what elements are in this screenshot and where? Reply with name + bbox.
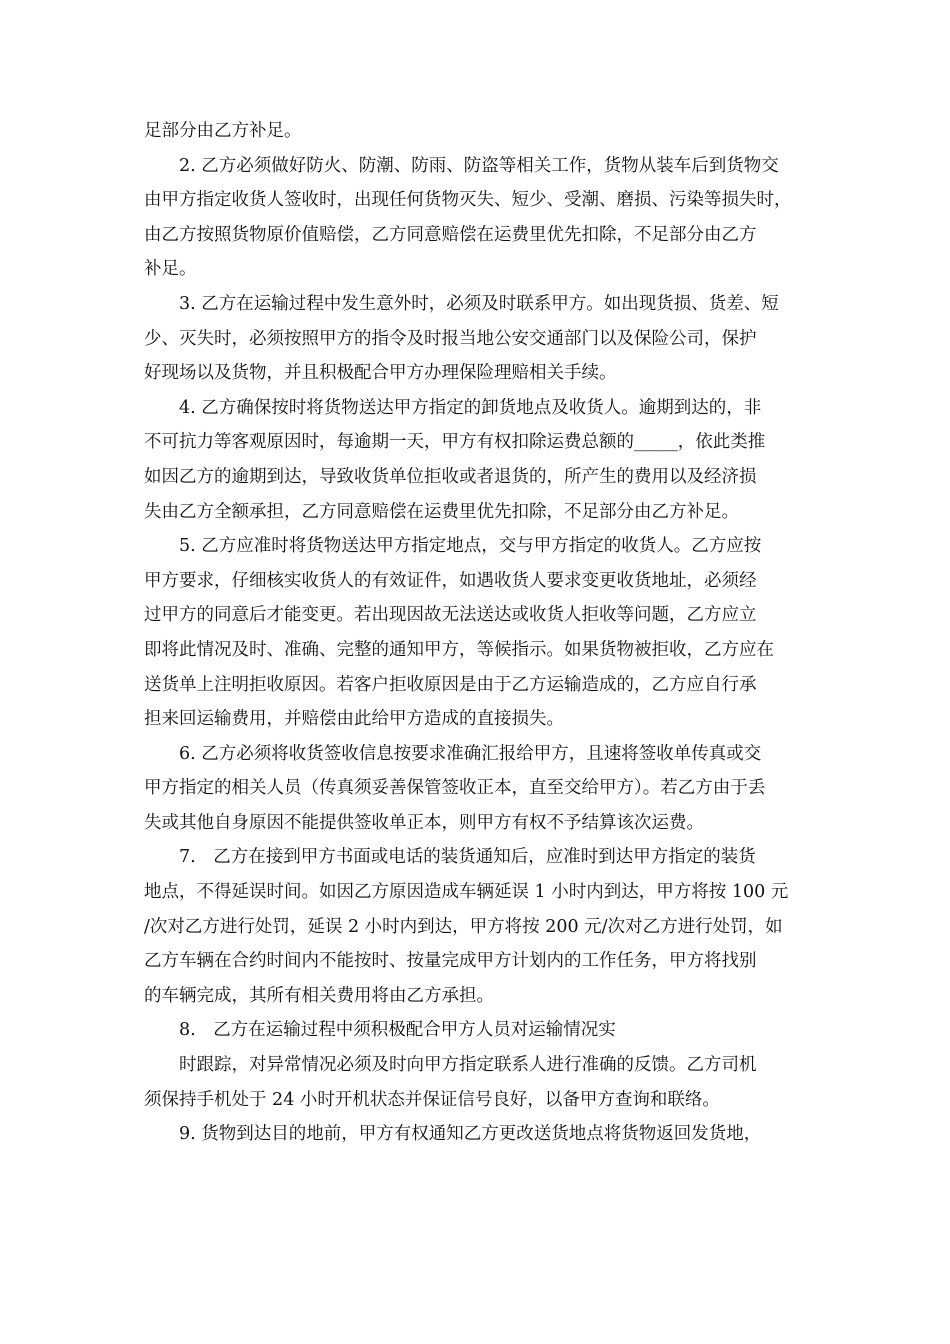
text-line: 过甲方的同意后才能变更。若出现因故无法送达或收货人拒收等问题，乙方应立 (144, 605, 757, 626)
text-line: 送货单上注明拒收原因。若客户拒收原因是由于乙方运输造成的，乙方应自行承 (144, 674, 757, 695)
text-line: 地点，不得延误时间。如因乙方原因造成车辆延误 1 小时内到达，甲方将按 100 元 (144, 882, 789, 903)
text-line: 的车辆完成，其所有相关费用将由乙方承担。 (144, 985, 494, 1006)
text-line: 担来回运输费用，并赔偿由此给甲方造成的直接损失。 (144, 709, 564, 730)
text-line: 须保持手机处于 24 小时开机状态并保证信号良好，以备甲方查询和联络。 (144, 1089, 720, 1110)
text-line: 时跟踪，对异常情况必须及时向甲方指定联系人进行准确的反馈。乙方司机 (179, 1055, 757, 1076)
text-line: 7. 乙方在接到甲方书面或电话的装货通知后，应准时到达甲方指定的装货 (179, 847, 756, 868)
text-line: 甲方指定的相关人员（传真须妥善保管签收正本，直至交给甲方）。若乙方由于丢 (144, 778, 766, 799)
text-line: 好现场以及货物，并且积极配合甲方办理保险理赔相关手续。 (144, 363, 617, 384)
text-line: 9. 货物到达目的地前，甲方有权通知乙方更改送货地点将货物返回发货地， (179, 1124, 762, 1145)
text-line: 补足。 (144, 259, 197, 280)
text-line: 足部分由乙方补足。 (144, 121, 302, 141)
text-line: /次对乙方进行处罚，延误 2 小时内到达，甲方将按 200 元/次对乙方进行处罚，如 (144, 916, 783, 937)
text-line: 3. 乙方在运输过程中发生意外时，必须及时联系甲方。如出现货损、货差、短 (179, 293, 779, 314)
text-line: 失由乙方全额承担，乙方同意赔偿在运费里优先扣除，不足部分由乙方补足。 (144, 501, 739, 522)
text-line: 少、灭失时，必须按照甲方的指令及时报当地公安交通部门以及保险公司，保护 (144, 328, 757, 349)
text-line: 乙方车辆在合约时间内不能按时、按量完成甲方计划内的工作任务，甲方将找别 (144, 951, 757, 972)
text-line: 如因乙方的逾期到达，导致收货单位拒收或者退货的，所产生的费用以及经济损 (144, 466, 757, 487)
text-line: 4. 乙方确保按时将货物送达甲方指定的卸货地点及收货人。逾期到达的，非 (179, 397, 762, 418)
text-line: 5. 乙方应准时将货物送达甲方指定地点，交与甲方指定的收货人。乙方应按 (179, 536, 762, 557)
text-line: 甲方要求，仔细核实收货人的有效证件，如遇收货人要求变更收货地址，必须经 (144, 570, 757, 591)
contract-body-text (144, 114, 810, 1152)
text-line: 由乙方按照货物原价值赔偿，乙方同意赔偿在运费里优先扣除，不足部分由乙方 (144, 224, 757, 245)
text-line: 不可抗力等客观原因时，每逾期一天，甲方有权扣除运费总额的_____，依此类推 (144, 432, 766, 453)
text-line: 失或其他自身原因不能提供签收单正本，则甲方有权不予结算该次运费。 (144, 812, 704, 833)
text-line: 8. 乙方在运输过程中须积极配合甲方人员对运输情况实 (179, 1020, 616, 1041)
text-line: 即将此情况及时、准确、完整的通知甲方，等候指示。如果货物被拒收，乙方应在 (144, 639, 774, 660)
text-line: 由甲方指定收货人签收时，出现任何货物灭失、短少、受潮、磨损、污染等损失时， (144, 190, 792, 211)
text-line: 6. 乙方必须将收货签收信息按要求准确汇报给甲方，且速将签收单传真或交 (179, 743, 762, 764)
text-line: 2. 乙方必须做好防火、防潮、防雨、防盗等相关工作，货物从装车后到货物交 (179, 155, 779, 176)
